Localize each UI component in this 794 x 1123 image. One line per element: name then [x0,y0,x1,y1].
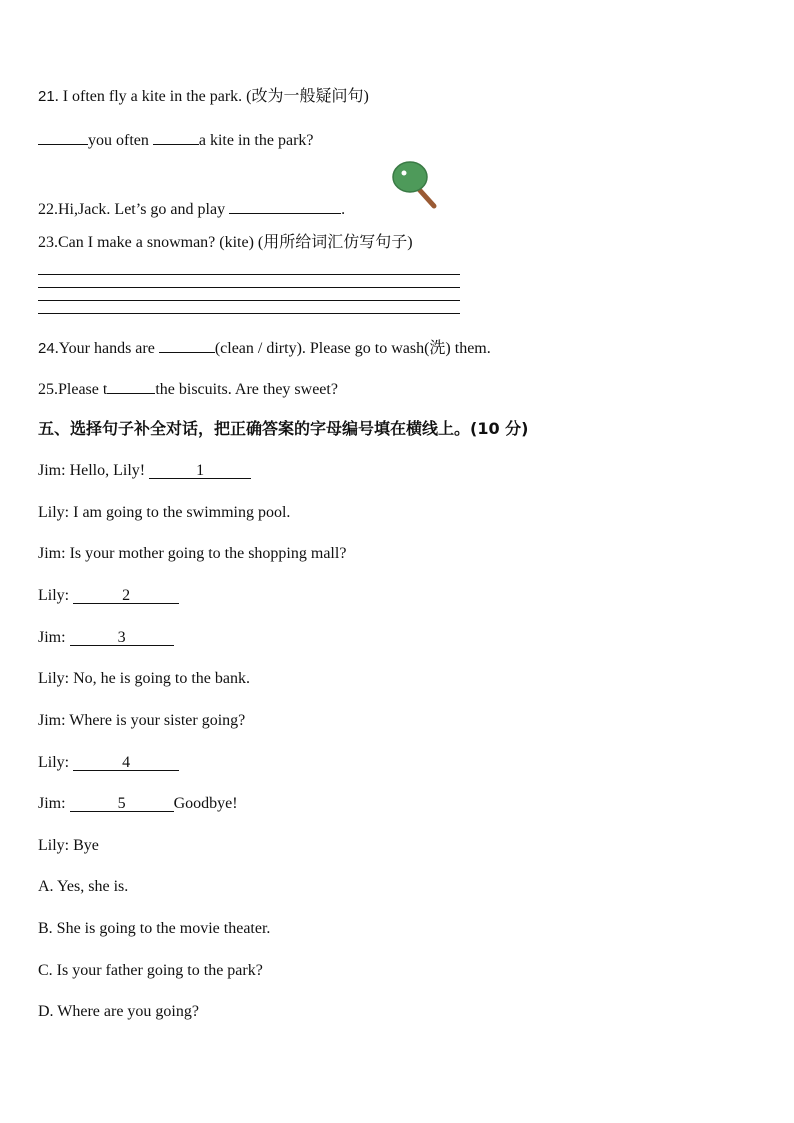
blank-number: 3 [117,629,126,646]
question-25 [38,378,338,400]
blank-number: 5 [117,795,126,812]
option-a: A. Yes, she is. [38,878,129,895]
dialogue-text: No, he is going to the bank. [73,670,250,687]
dialogue-line [38,461,251,481]
dialogue-line [38,753,179,773]
question-text: (clean / dirty). Please go to wash(洗) them. [214,340,491,357]
question-text: 25.Please t [38,381,108,398]
answer-blank[interactable] [73,588,179,604]
paddle-ball [402,171,407,176]
dialogue-text: Bye [73,837,99,854]
speaker: Jim: [38,795,66,812]
dialogue-line [38,586,179,606]
question-number: 21 [38,88,55,105]
option-b: B. She is going to the movie theater. [38,920,271,937]
dialogue-text: I am going to the swimming pool. [73,504,291,521]
answer-blank[interactable] [229,198,341,214]
answer-line[interactable] [38,300,460,301]
speaker: Lily: [38,504,70,521]
question-text: the biscuits. Are they sweet? [155,381,338,398]
answer-blank[interactable] [70,796,174,812]
dialogue-text: Hello, Lily! [69,462,146,479]
dialogue-line [38,503,290,523]
speaker: Lily: [38,670,70,687]
speaker: Lily: [38,754,70,771]
dialogue-line [38,836,99,856]
question-23 [38,233,413,253]
dialogue-line [38,628,174,648]
option-d: D. Where are you going? [38,1003,199,1020]
question-text: .Your hands are [54,340,155,357]
option-c: C. Is your father going to the park? [38,962,263,979]
question-21-answer [38,129,314,151]
question-text: 22.Hi,Jack. Let’s go and play [38,201,226,218]
answer-blank[interactable] [159,337,215,353]
answer-line[interactable] [38,313,460,314]
answer-blank[interactable] [149,463,251,479]
speaker: Jim: [38,712,66,729]
dialogue-text: Goodbye! [173,795,238,812]
answer-blank[interactable] [70,630,174,646]
answer-line[interactable] [38,274,460,275]
answer-blank[interactable] [153,129,199,145]
answer-blank[interactable] [38,129,88,145]
paddle-face [393,162,427,192]
question-24 [38,337,491,359]
speaker: Jim: [38,629,66,646]
blank-number: 2 [122,587,131,604]
section-heading: 五、选择句子补全对话，把正确答案的字母编号填在横线上。(10 分) [38,419,529,438]
answer-blank[interactable] [107,378,155,394]
dialogue-line [38,794,238,814]
question-21 [38,87,369,107]
speaker: Jim: [38,545,66,562]
speaker: Lily: [38,837,70,854]
question-end: . [341,201,346,218]
answer-line[interactable] [38,287,460,288]
answer-text: a kite in the park? [198,132,314,149]
question-text: . I often fly a kite in the park. (改为一般疑问句) [54,88,369,105]
question-number: 24 [38,340,55,357]
answer-blank[interactable] [73,755,179,771]
blank-number: 1 [196,462,205,479]
dialogue-line [38,544,346,564]
dialogue-line [38,711,245,731]
speaker: Jim: [38,462,66,479]
question-22 [38,198,345,220]
question-text: 23.Can I make a snowman? (kite) (用所给词汇仿写句子) [38,234,413,251]
ping-pong-paddle-icon [390,160,440,210]
blank-number: 4 [122,754,131,771]
dialogue-text: Is your mother going to the shopping mall? [69,545,347,562]
dialogue-line [38,669,250,689]
speaker: Lily: [38,587,70,604]
answer-text: you often [88,132,149,149]
dialogue-text: Where is your sister going? [69,712,246,729]
